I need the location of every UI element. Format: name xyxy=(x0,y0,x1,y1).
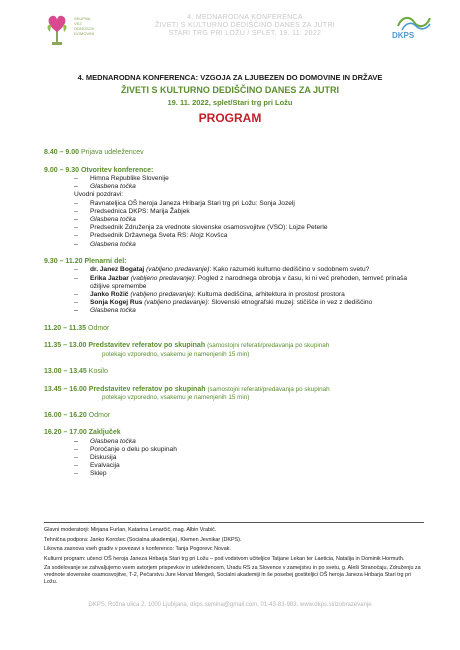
block-title: Predstavitev referatov po skupinah xyxy=(88,385,206,393)
footer-note: Za sodelovanje se zahvaljujemo vsem avtorjem prispevkov in udeležencem, Uradu RS za Slovence v zamejstvu in po svetu, g. Aleši Stranočaju, Združenju za vrednote slovenske osamosvojitve, T-2, Pečarstvu Jure Horvat Mengeš, Socialni akademiji in še posebej gostiteljici OŠ heroja Janeza Hribarja Stari trg pri Ložu. xyxy=(44,565,421,585)
block-note-cont: potekajo vzporedno, vsakemu je namenjenih 15 min) xyxy=(102,394,250,402)
list-item: – Sklep xyxy=(74,470,424,478)
block-title: Predstavitev referatov po skupinah xyxy=(88,342,206,350)
list-item xyxy=(74,291,424,299)
block-title: Plenarni del: xyxy=(84,257,127,265)
plenary-list xyxy=(44,266,424,315)
conference-date-place: 19. 11. 2022, splet/Stari trg pri Ložu xyxy=(167,98,293,107)
block-title: Zaključek xyxy=(88,429,121,437)
talk-title: : Slovenski etnografski muzej: stičišče in vez z dediščino xyxy=(207,299,373,307)
greetings-subheading: Uvodni pozdravi: xyxy=(74,191,124,199)
block-note: (samostojni referati/predavanja po skupinah xyxy=(207,385,330,393)
block-title: Odmor xyxy=(88,411,111,419)
program-block-closing xyxy=(44,429,424,479)
block-note-cont: potekajo vzporedno, vsakemu je namenjenih 15 min) xyxy=(102,350,250,358)
opening-list xyxy=(44,175,424,191)
program-block-break-1 xyxy=(44,325,424,334)
dkps-logo xyxy=(392,14,442,44)
logo-line: VEZ xyxy=(74,21,82,26)
speaker-name: Sonja Kogej Rus xyxy=(90,299,143,307)
program-block-lunch xyxy=(44,368,424,377)
list-item: – Predsednik Državnega Sveta RS: Alojz Kovšca xyxy=(74,232,424,240)
list-item xyxy=(74,275,424,291)
list-item: – Himna Republike Slovenije xyxy=(74,175,424,183)
program-block-groups-1 xyxy=(44,342,424,359)
logo-line: ODNOSOV xyxy=(74,26,95,31)
block-note: (samostojni referati/predavanja po skupinah xyxy=(207,342,330,350)
list-item: – Glasbena točka xyxy=(74,438,424,446)
block-title: Otvoritev konference: xyxy=(80,166,154,174)
block-heading xyxy=(44,429,424,438)
list-item: – Glasbena točka xyxy=(74,241,424,249)
block-time: 8.40 – 9.00 xyxy=(44,149,80,156)
conference-logo xyxy=(42,12,132,48)
dkps-logo-text: DKPS xyxy=(392,31,415,40)
greetings-list xyxy=(44,200,424,249)
talk-title: : Kulturna dediščina, arhitektura in prostost prostora xyxy=(193,290,345,298)
list-item: – Ravnateljica OŠ heroja Janeza Hribarja Stari trg pri Ložu: Sonja Jozelj xyxy=(74,200,424,208)
talk-title: : Pogled z narodnega obrobja v času, ki ni več prehoden, temveč prinaša ožiljive spremembe xyxy=(90,274,408,290)
block-title: Odmor xyxy=(88,324,110,332)
conference-title: 4. MEDNARODNA KONFERENCA: VZGOJA ZA LJUBEZEN DO DOMOVINE IN DRŽAVE xyxy=(77,73,383,82)
list-item: – Glasbena točka xyxy=(74,307,424,315)
block-heading xyxy=(44,386,424,395)
program-list xyxy=(44,149,424,488)
header xyxy=(0,0,460,62)
block-heading xyxy=(44,342,424,351)
block-time: 16.00 – 16.20 xyxy=(44,411,87,419)
speaker-name: dr. Janez Bogataj xyxy=(90,266,145,274)
block-heading xyxy=(44,258,424,267)
talk-type: (vabljeno predavanje) xyxy=(144,299,208,307)
closing-list xyxy=(44,438,424,479)
contact-footer: DKPS, Rožna ulica 2, 1000 Ljubljana, dkps.semina@gmail.com, 01-43-83-983, www.dkps.si/izobrazevanje xyxy=(88,602,372,608)
speaker-name: Janko Rožič xyxy=(90,290,129,298)
logo-line: DOMOVINI xyxy=(74,31,95,36)
program-block-registration xyxy=(44,149,424,158)
talk-type: (vabljeno predavanje) xyxy=(130,274,195,282)
speaker-name: Erika Jazbar xyxy=(90,274,129,282)
block-time: 16.20 – 17.00 xyxy=(44,429,87,437)
block-time: 9.30 – 11.20 xyxy=(44,257,83,265)
block-title: Prijava udeležencev xyxy=(80,149,144,156)
list-item: – Poročanje o delu po skupinah xyxy=(74,446,424,454)
block-time: 11.20 – 11.35 xyxy=(44,324,87,332)
talk-type: (vabljeno predavanje) xyxy=(146,266,210,274)
block-time: 11.35 – 13.00 xyxy=(44,342,87,350)
footer-note: Likovna zasnova vseh gradiv v povezavi s konferenco: Tanja Pogorevc Novak. xyxy=(44,546,231,552)
list-item xyxy=(74,299,424,307)
block-time: 13.45 – 16.00 xyxy=(44,385,87,393)
footer-note: Glavni moderatorji: Mirjana Furlan, Katarina Lenarčič, mag. Albin Vrabič. xyxy=(44,527,217,533)
footer-notes xyxy=(44,527,424,589)
footer-note: Tehnična podpora: Janko Korošec (Socialna akademija), Klemen Jevnikar (DKPS). xyxy=(44,536,242,543)
list-item: – Evalvacija xyxy=(74,462,424,470)
conference-subtitle: ŽIVETI S KULTURNO DEDIŠČINO DANES ZA JUTRI xyxy=(120,85,339,95)
program-block-break-2 xyxy=(44,412,424,421)
footer-note: Kulturni program: učenci OŠ heroja Janeza Hribarja Stari trg pri Ložu – pod vodstvom učiteljice Tatjane Lekan ter Laeticia, Natalija in Dominik Hormuth. xyxy=(44,555,405,562)
header-line: ŽIVETI S KULTURNO DEDIŠČINO DANES ZA JUTRI xyxy=(154,22,336,29)
list-item: – Diskusija xyxy=(74,454,424,462)
program-block-groups-2 xyxy=(44,386,424,403)
dkps-wave-icon xyxy=(392,14,436,32)
talk-title: : Kako razumeti kulturno dediščino v sodobnem svetu? xyxy=(209,266,370,274)
program-heading: PROGRAM xyxy=(198,111,262,125)
conference-logo-text xyxy=(74,16,94,36)
block-heading xyxy=(44,167,424,176)
header-line: 4. MEDNARODNA KONFERENCA xyxy=(187,14,303,21)
block-time: 13.00 – 13.45 xyxy=(44,368,87,376)
logo-line: SKUPNA xyxy=(74,16,91,21)
footer-divider xyxy=(44,522,424,523)
list-item: – Glasbena točka xyxy=(74,183,424,191)
header-conference-info xyxy=(150,14,340,38)
block-time: 9.00 – 9.30 xyxy=(44,166,80,174)
block-title: Kosilo xyxy=(88,368,108,376)
list-item xyxy=(74,266,424,274)
list-item: – Predsednica DKPS: Marija Žabjek xyxy=(74,208,424,216)
header-line: STARI TRG PRI LOŽU / SPLET, 19. 11. 2022 xyxy=(168,30,322,37)
talk-type: (vabljeno predavanje) xyxy=(130,290,194,298)
program-block-opening xyxy=(44,167,424,249)
list-item: – Predsednik Združenja za vrednote slovenske osamosvojitve (VSO): Lojze Peterle xyxy=(74,224,424,232)
list-item: – Glasbena točka xyxy=(74,216,424,224)
program-block-plenary xyxy=(44,258,424,316)
tree-heart-icon xyxy=(42,12,72,48)
